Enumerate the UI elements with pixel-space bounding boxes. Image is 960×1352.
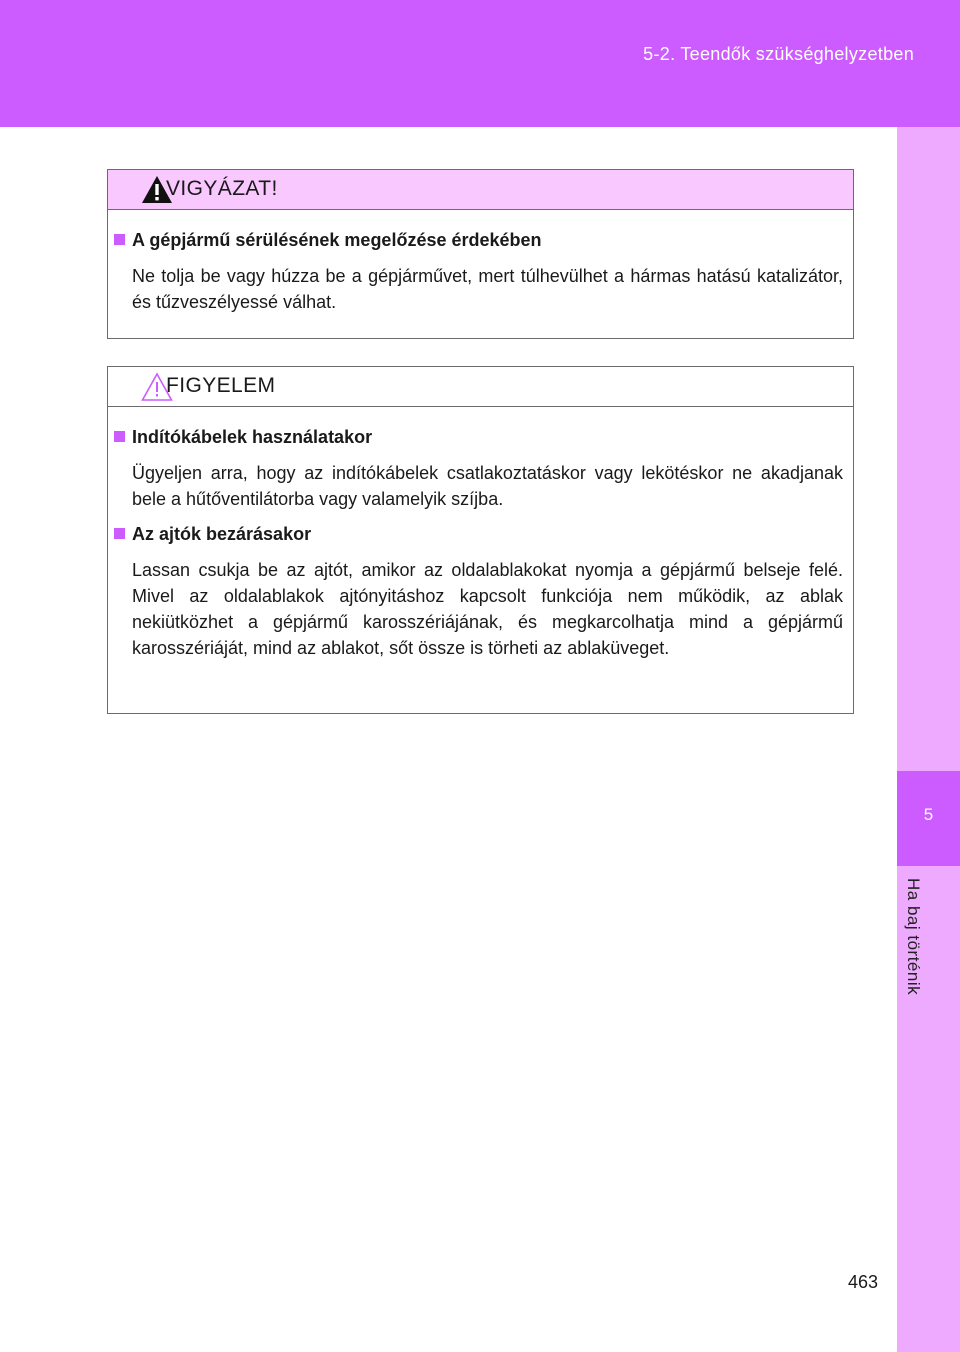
section-title: 5-2. Teendők szükséghelyzetben bbox=[643, 44, 914, 64]
square-bullet-icon bbox=[114, 528, 125, 539]
square-bullet-icon bbox=[114, 431, 125, 442]
chapter-number: 5 bbox=[923, 805, 934, 824]
warning-section-body: Ne tolja be vagy húzza be a gépjárművet, mert túlhevülhet a hármas hatású katalizátor, és tűzveszélyessé válhat. bbox=[132, 266, 843, 312]
warning-section bbox=[108, 230, 853, 315]
notice-box-header bbox=[108, 367, 853, 407]
notice-section-body: Lassan csukja be az ajtót, amikor az oldalablakokat nyomja a gépjármű belseje felé. Mivel az oldalablakok ajtónyitáshoz kapcsolt funkciója nem működik, az ablak nekiütközhet a gépjármű karosszériájának, és megkarcolhatja mind a gépjármű karosszériáját, mind az ablakot, sőt össze is törheti az ablaküveget. bbox=[132, 560, 843, 658]
square-bullet-icon bbox=[114, 234, 125, 245]
warning-box bbox=[107, 169, 854, 339]
page-header bbox=[0, 0, 960, 127]
notice-section-body: Ügyeljen arra, hogy az indítókábelek csatlakoztatáskor vagy lekötéskor ne akadjanak bele a hűtőventilátorba vagy valamelyik szíjba. bbox=[132, 463, 843, 509]
notice-section-heading: Indítókábelek használatakor bbox=[132, 427, 843, 448]
warning-section-heading: A gépjármű sérülésének megelőzése érdekében bbox=[132, 230, 843, 251]
chapter-number-tab bbox=[897, 771, 960, 866]
notice-section-doors bbox=[108, 524, 853, 661]
warning-box-header bbox=[108, 170, 853, 210]
chapter-label: Ha baj történik bbox=[904, 878, 923, 996]
warning-box-title: VIGYÁZAT! bbox=[166, 177, 278, 200]
page-number: 463 bbox=[848, 1272, 879, 1292]
chapter-side-tab bbox=[897, 127, 960, 1352]
notice-section-heading: Az ajtók bezárásakor bbox=[132, 524, 843, 545]
notice-section-cables bbox=[108, 427, 853, 512]
notice-box-title: FIGYELEM bbox=[166, 374, 276, 397]
notice-box bbox=[107, 366, 854, 714]
